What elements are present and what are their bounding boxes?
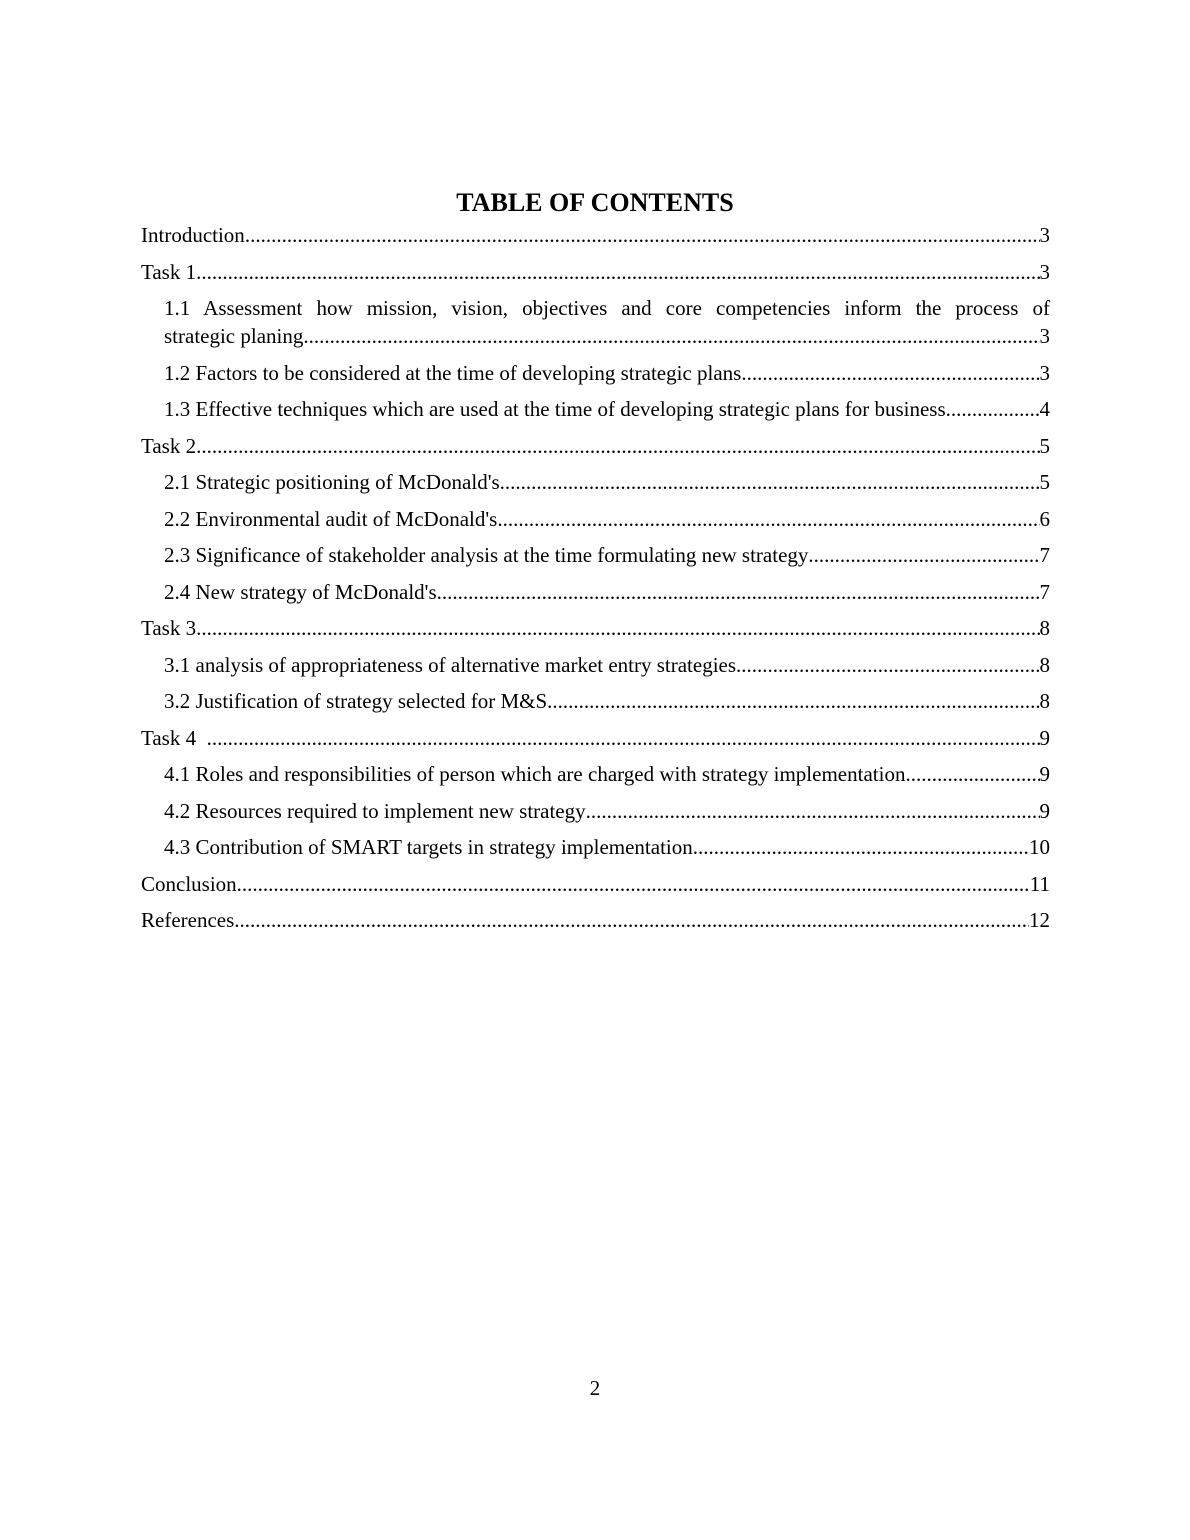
toc-entry-4-3[interactable] [141, 833, 1050, 861]
toc-entry-task-2[interactable] [141, 432, 1050, 460]
toc-entry-references[interactable] [141, 906, 1050, 934]
toc-entry-label: 3.1 analysis of appropriateness of alternative market entry strategies [164, 652, 737, 677]
toc-leader-dots [207, 724, 1040, 752]
toc-entry-task-3[interactable] [141, 614, 1050, 642]
toc-entry-label-line1: 1.1 Assessment how mission, vision, objectives and core competencies inform the process of [164, 296, 1050, 320]
toc-entry-label: Task 3 [141, 616, 197, 640]
toc-entry-page: 8 [1039, 616, 1050, 640]
toc-entry-1-3[interactable] [141, 395, 1050, 423]
toc-entry-label: 1.3 Effective techniques which are used at the time of developing strategic plans for business [164, 397, 946, 421]
toc-entry-task-4[interactable] [141, 724, 1050, 752]
toc-entry-label: 1.2 Factors to be considered at the time of developing strategic plans [164, 360, 742, 385]
toc-leader-dots [237, 870, 1030, 898]
toc-entry-page: 8 [1039, 689, 1050, 713]
toc-entry-4-2[interactable] [141, 797, 1050, 825]
toc-entry-page: 9 [1039, 798, 1050, 823]
toc-entry-conclusion[interactable] [141, 870, 1050, 898]
toc-entry-page: 7 [1039, 543, 1050, 567]
toc-entry-label: Task 2 [141, 433, 197, 458]
toc-entry-page: 8 [1039, 652, 1050, 677]
toc-entry-page: 3 [1039, 324, 1050, 348]
toc-title: TABLE OF CONTENTS [456, 188, 734, 217]
toc-entry-page: 10 [1029, 835, 1050, 859]
toc-entry-3-2[interactable] [141, 687, 1050, 715]
toc-leader-dots [500, 468, 1040, 496]
toc-entry-1-2[interactable] [141, 359, 1050, 387]
toc-entry-2-3[interactable] [141, 541, 1050, 569]
toc-leader-dots [497, 505, 1039, 533]
page-number: 2 [589, 1376, 601, 1400]
toc-entry-page: 9 [1039, 725, 1050, 750]
toc-entry-introduction[interactable] [141, 221, 1050, 249]
toc-entry-label: 4.1 Roles and responsibilities of person which are charged with strategy implementation [164, 762, 906, 786]
toc-entry-label: 4.3 Contribution of SMART targets in strategy implementation [164, 835, 693, 859]
toc-leader-dots [196, 432, 1039, 460]
toc-leader-dots [196, 614, 1039, 642]
toc-leader-dots [303, 322, 1039, 350]
table-of-contents [141, 221, 1050, 943]
toc-entry-page: 4 [1039, 397, 1050, 421]
toc-entry-label: 2.2 Environmental audit of McDonald's [164, 506, 498, 531]
toc-entry-label: 2.3 Significance of stakeholder analysis at the time formulating new strategy [164, 543, 809, 567]
toc-entry-task-1[interactable] [141, 258, 1050, 286]
toc-entry-label-line2: strategic planing [164, 324, 304, 348]
toc-entry-1-1[interactable] [141, 294, 1050, 350]
toc-entry-label: 4.2 Resources required to implement new strategy [164, 798, 586, 823]
toc-leader-dots [437, 578, 1040, 606]
toc-entry-label: Introduction [141, 223, 245, 247]
toc-leader-dots [905, 760, 1039, 788]
toc-entry-page: 12 [1029, 908, 1050, 932]
toc-leader-dots [693, 833, 1029, 861]
toc-entry-page: 9 [1039, 762, 1050, 786]
toc-leader-dots [547, 687, 1039, 715]
toc-leader-dots [736, 651, 1039, 679]
toc-leader-dots [234, 906, 1029, 934]
toc-entry-label: 2.1 Strategic positioning of McDonald's [164, 470, 500, 494]
toc-entry-label: Conclusion [141, 871, 237, 896]
toc-entry-page: 3 [1039, 223, 1050, 247]
toc-entry-label: References [141, 908, 235, 932]
toc-entry-label: Task 1 [141, 259, 197, 284]
toc-leader-dots [245, 221, 1040, 249]
toc-entry-page: 5 [1039, 470, 1050, 494]
toc-leader-dots [586, 797, 1040, 825]
toc-entry-3-1[interactable] [141, 651, 1050, 679]
toc-leader-dots [946, 395, 1040, 423]
toc-entry-page: 3 [1039, 360, 1050, 385]
toc-entry-page: 7 [1039, 579, 1050, 604]
toc-entry-page: 6 [1039, 506, 1050, 531]
toc-entry-page: 5 [1039, 433, 1050, 458]
toc-entry-label: 3.2 Justification of strategy selected for M&S [164, 689, 548, 713]
toc-entry-2-2[interactable] [141, 505, 1050, 533]
toc-entry-label: 2.4 New strategy of McDonald's [164, 579, 437, 604]
toc-entry-page: 11 [1029, 871, 1050, 896]
toc-leader-dots [196, 258, 1039, 286]
toc-entry-label: Task 4 [141, 725, 207, 750]
toc-entry-page: 3 [1039, 259, 1050, 284]
toc-entry-2-1[interactable] [141, 468, 1050, 496]
toc-leader-dots [741, 359, 1039, 387]
toc-leader-dots [808, 541, 1039, 569]
toc-entry-2-4[interactable] [141, 578, 1050, 606]
toc-entry-4-1[interactable] [141, 760, 1050, 788]
